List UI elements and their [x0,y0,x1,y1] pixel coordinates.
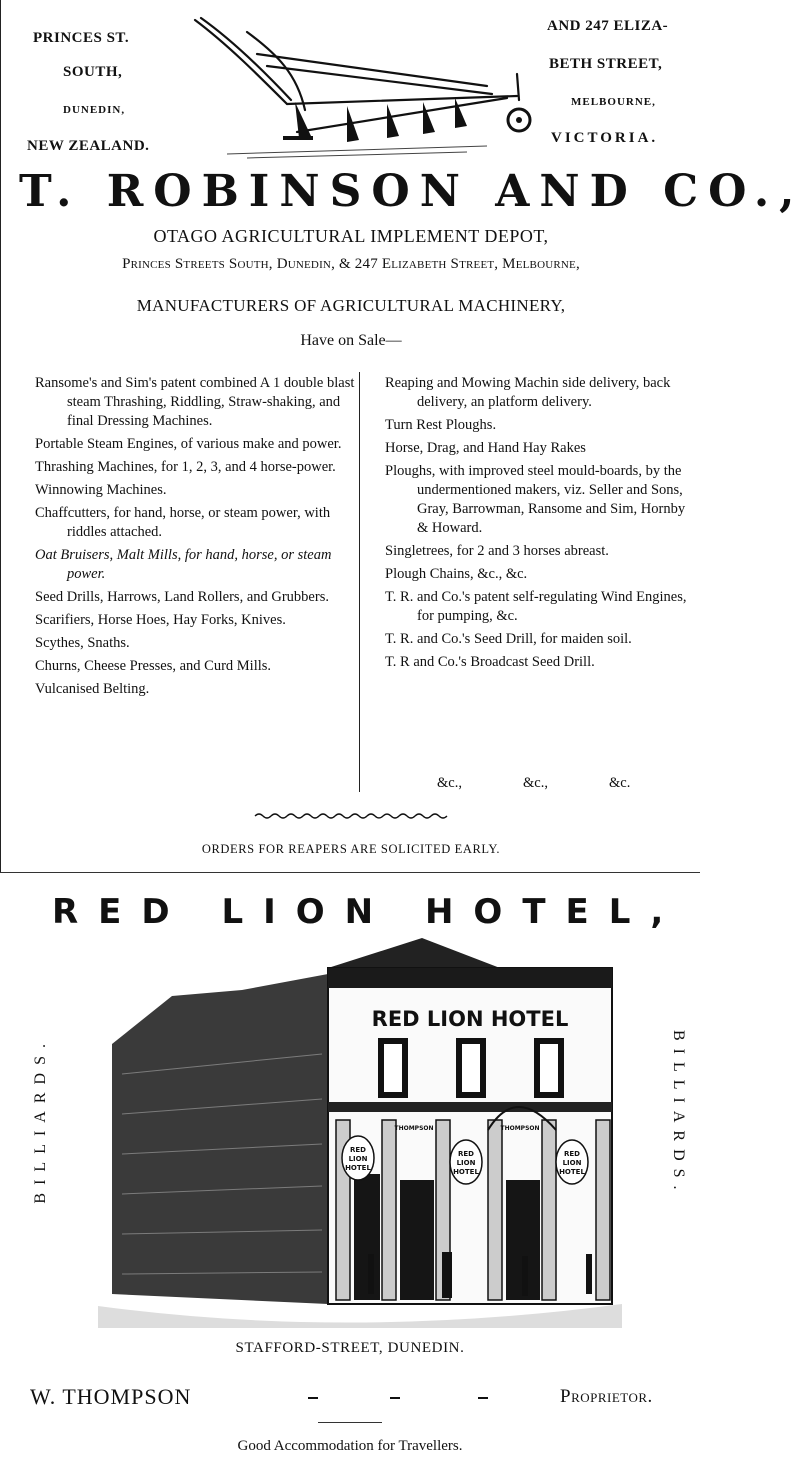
have-on-sale: Have on Sale— [300,332,402,349]
svg-text:THOMPSON: THOMPSON [500,1125,540,1132]
hotel-address: STAFFORD-STREET, DUNEDIN. [235,1340,465,1356]
svg-text:HOTEL: HOTEL [559,1168,585,1176]
manufacturers-heading: MANUFACTURERS OF AGRICULTURAL MACHINERY, [136,296,566,315]
firm-name: T. ROBINSON AND CO., [19,166,804,217]
address-right-line2: BETH STREET, [549,56,663,72]
list-item: Thrashing Machines, for 1, 2, 3, and 4 horse-power. [35,459,336,475]
streets-line: Princes Streets South, Dunedin, & 247 Elizabeth Street, Melbourne, [122,256,580,272]
svg-text:RED: RED [350,1146,366,1154]
proprietor-name: W. THOMPSON [30,1384,192,1409]
hotel-title: RED LION HOTEL, [52,892,684,932]
svg-text:HOTEL: HOTEL [345,1164,371,1172]
dash-leader-icon [298,1396,498,1400]
list-item: Singletrees, for 2 and 3 horses abreast. [385,543,609,559]
address-left-line2: SOUTH, [63,64,123,80]
svg-text:LION: LION [348,1155,368,1163]
svg-text:THOMPSON: THOMPSON [394,1125,434,1132]
address-right-line4: VICTORIA. [551,130,659,146]
svg-text:LION: LION [562,1159,582,1167]
list-item: Portable Steam Engines, of various make and power. [35,436,342,452]
etc-2: &c., [523,775,548,791]
plough-illustration-icon [187,14,537,164]
etc-1: &c., [437,775,462,791]
billiards-vertical-text: BILLIARDS. [32,1036,49,1204]
hotel-sign-main: RED LION HOTEL [371,1007,569,1031]
list-item: Chaffcutters, for hand, horse, or steam power, with riddles attached. [35,505,331,540]
address-left-line1: PRINCES ST. [33,30,130,46]
etc-3: &c. [609,775,631,791]
left-item-list [35,374,357,703]
list-item: Oat Bruisers, Malt Mills, for hand, horse, or steam power. [35,547,332,582]
list-item: Ransome's and Sim's patent combined A 1 double blast steam Thrashing, Riddling, Straw-shaking, and final Dressing Machines. [35,375,355,429]
proprietor-title: Proprietor. [560,1386,653,1407]
depot-heading: OTAGO AGRICULTURAL IMPLEMENT DEPOT, [153,226,549,246]
short-rule [318,1422,382,1423]
list-item: Churns, Cheese Presses, and Curd Mills. [35,658,272,674]
address-left-line4: NEW ZEALAND. [27,138,150,154]
orders-note: ORDERS FOR REAPERS ARE SOLICITED EARLY. [201,842,501,856]
address-left-line3: DUNEDIN, [63,104,126,116]
list-item: Horse, Drag, and Hand Hay Rakes [385,440,586,456]
svg-text:RED: RED [458,1150,474,1158]
list-item: Ploughs, with improved steel mould-boards, by the undermentioned makers, viz. Seller and Sons, Gray, Barrowman, Ransome and Sim, Hornby & Howard. [385,463,686,536]
list-item: Seed Drills, Harrows, Land Rollers, and Grubbers. [35,589,329,605]
svg-text:RED: RED [564,1150,580,1158]
address-right-line1: AND 247 ELIZA- [547,18,669,34]
list-item: Winnowing Machines. [35,482,167,498]
svg-text:LION: LION [456,1159,476,1167]
billiards-label-left [30,1036,50,1204]
accommodation-note: Good Accommodation for Travellers. [237,1438,463,1454]
list-item: Scythes, Snaths. [35,635,130,651]
list-item: T. R. and Co.'s patent self-regulating Wind Engines, for pumping, &c. [385,589,687,624]
hotel-engraving-icon [92,934,628,1328]
list-item: Plough Chains, &c., &c. [385,566,528,582]
billiards-vertical-text: BILLIARDS. [670,1030,687,1198]
address-right-line3: MELBOURNE, [571,96,656,108]
column-divider [359,372,360,792]
list-item: T. R. and Co.'s Seed Drill, for maiden soil. [385,631,632,647]
list-item: T. R and Co.'s Broadcast Seed Drill. [385,654,595,670]
list-item: Vulcanised Belting. [35,681,150,697]
list-item: Scarifiers, Horse Hoes, Hay Forks, Knives. [35,612,286,628]
list-item: Turn Rest Ploughs. [385,417,497,433]
advertisement-separator [0,872,700,873]
billiards-label-right [668,1030,688,1198]
right-item-list [385,374,697,676]
svg-text:HOTEL: HOTEL [453,1168,479,1176]
wavy-rule-icon [255,812,447,820]
list-item: Reaping and Mowing Machin side delivery, back delivery, an platform delivery. [385,375,671,410]
